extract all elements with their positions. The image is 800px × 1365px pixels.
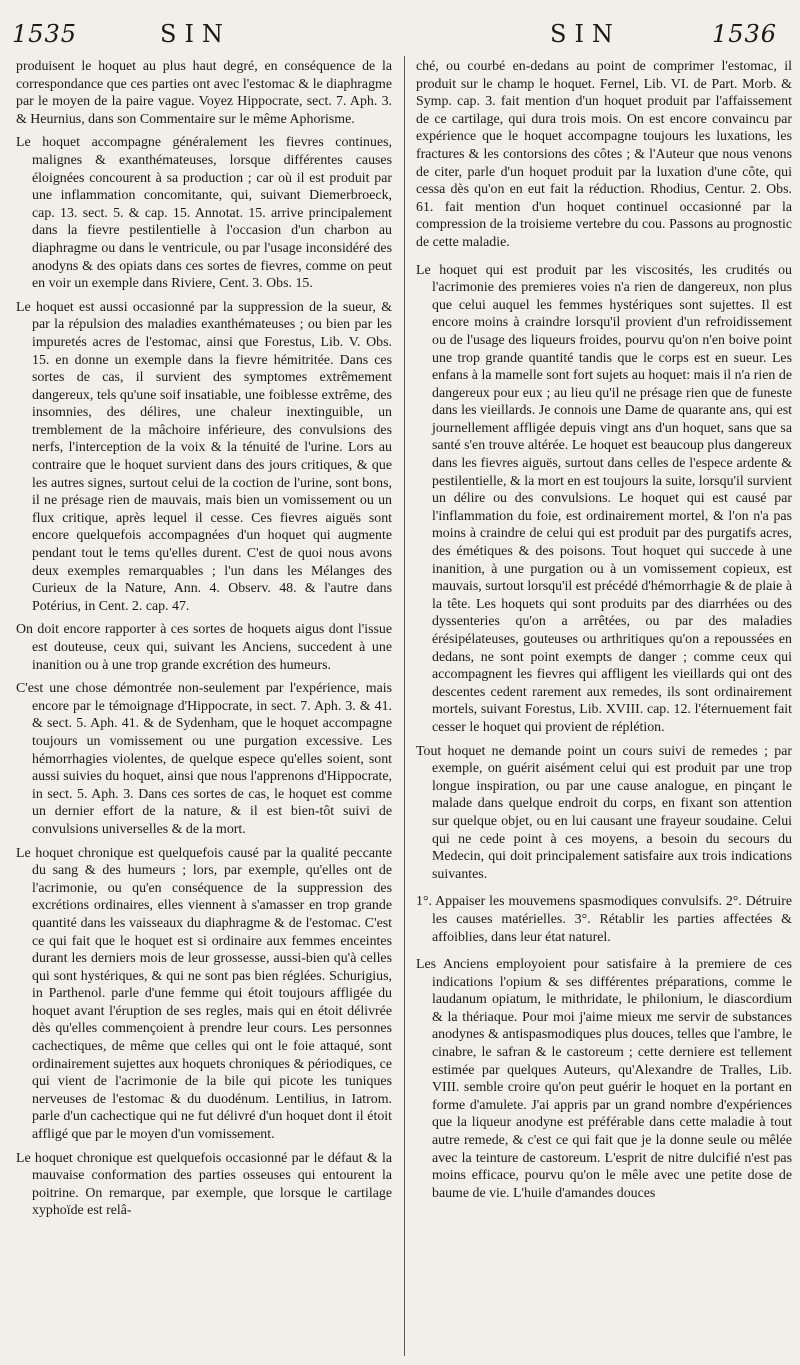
paragraph: Le hoquet chronique est quelquefois causé par la qualité peccante du sang & des humeurs ; lors, par exemple, qu'elles ont de l'acrimonie, ou qu'en conséquence de la suppression des excrétions ordinaires, elles viennent à s'amasser en trop grande quantité dans les vaisseaux du diaphragme & de l'estomac. C'est ce qui fait que le hoquet est si ordinaire aux femmes enceintes durant les derniers mois de leur grossesse, aussi-bien qu'à celles qui sont hystériques, & qui ne sont pas bien réglées. Schurigius, in Parthenol. parle d'une femme qui étoit toujours affligée du hoquet avant l'éruption de ses regles, mais qui en étoit délivrée dès qu'elles commençoient à prendre leur cours. Les personnes cachectiques, de même que celles qui ont le foie attaqué, sont ordinairement sujettes aux hoquets chroniques & périodiques, ce qui vient de l'acrimonie de la bile qui picote les tuniques nerveuses de l'estomac & du duodénum. Lentilius, in Iatrom. parle d'un cachectique qui ne fut délivré d'un hoquet dont il étoit affligé que par le moyen d'un vomissement. <box>16 845 392 1143</box>
paragraph: ché, ou courbé en-dedans au point de comprimer l'estomac, il produit sur le champ le hoquet. Fernel, Lib. VI. de Part. Morb. & Symp. cap. 3. fait mention d'un hoquet produit par l'affaissement de ce cartilage, qui dura trois mois. On est encore convaincu par expérience que le hoquet accompagne toujours les luxations, les fractures & les contorsions des côtes ; & l'Auteur que nous venons de citer, parle d'un hoquet produit par la luxation d'une côte, qui cessa dès qu'on en eut fait la réduction. Rhodius, Centur. 2. Obs. 61. fait mention d'un hoquet continuel occasionné par la compression de la troisieme vertebre du cou. Passons au prognostic de cette maladie. <box>416 59 792 250</box>
paragraph: produisent le hoquet au plus haut degré, en conséquence de la correspondance que ces parties ont avec l'estomac & le diaphragme par le moyen de la paire vague. Voyez Hippocrate, sect. 7. Aph. 3. & Heurnius, dans son Commentaire sur le même Aphorisme. <box>16 59 392 127</box>
paragraph: Le hoquet qui est produit par les viscosités, les crudités ou l'acrimonie des premieres voies n'a rien de dangereux, non plus que celui auquel les femmes hystériques sont sujettes. Il est encore moins à craindre lorsqu'il provient d'un refroidissement ou de l'usage des liqueurs froides, pourvu qu'on n'en boive point une trop grande quantité tandis que le corps est en sueur. Les enfans à la mamelle sont fort sujets au hoquet: mais il n'a rien de dangereux pour eux ; au lieu qu'il ne présage rien que de funeste dans les vieillards. Je connois une Dame de quarante ans, qui est journellement affligée depuis vingt ans d'un hoquet, sans que sa santé s'en trouve altérée. Le hoquet est beaucoup plus dangereux dans les fievres aiguës, surtout dans celles de l'espece ardente & pestilentielle, & la mort en est toujours la suite, lorsqu'il survient un délire ou des convulsions. Le hoquet qui est causé par l'inflammation du foie, est ordinairement mortel, & l'on n'a pas moins à craindre de celui qui est produit par des purgatifs acres, des émétiques & des poisons. Tout hoquet qui succede à une inanition, à une purgation ou à un vomissement copieux, est mauvais, surtout lorsqu'il est précédé d'hémorrhagie & de plaie à la tête. Les hoquets qui sont produits par des diarrhées ou des dyssenteries qu'on a arrêtées, ou par des maladies érésipélateuses, gouteuses ou arthritiques qu'on a repoussées en dedans, ne sont point exempts de danger ; comme ceux qui accompagnent les fievres qui affligent les vieillards qui ont des descentes cedent rarement aux remedes, ils sont ordinairement mortels, suivant Forestus, Lib. XVIII. cap. 12. l'éternuement fait cesser le hoquet qui provient de réplétion. <box>416 262 792 735</box>
paragraph: Tout hoquet ne demande point un cours suivi de remedes ; par exemple, on guérit aisément celui qui est produit par une trop longue inspiration, ou par une cause analogue, en pinçant le malade dans quelque endroit du corps, en fixant son attention sur quelque objet, ou en lui causant une frayeur soudaine. Celui qui ne cede point à ces moyens, a besoin du secours du Medecin, qui doit principalement satisfaire aux trois indications suivantes. <box>416 743 792 882</box>
right-column <box>416 58 792 1358</box>
paragraph: Le hoquet chronique est quelquefois occasionné par le défaut & la mauvaise conformation des parties osseuses qui entourent la poitrine. On remarque, par exemple, que lorsque le cartilage xyphoïde est relâ- <box>16 1150 392 1219</box>
paragraph: C'est une chose démontrée non-seulement par l'expérience, mais encore par le témoignage d'Hippocrate, in sect. 7. Aph. 3. & 41. & sect. 5. Aph. 41. & de Sydenham, que le hoquet accompagne toujours un vomissement ou une purgation excessive. Les hémorrhagies violentes, de quelque espece qu'elles soient, sont aussi suivies du hoquet, ainsi que nous l'apprenons d'Hippocrate, in sect. 5. Aph. 3. Dans ces sortes de cas, le hoquet est comme un dernier effort de la nature, & il est bien-tôt suivi de convulsions universelles & de la mort. <box>16 681 392 837</box>
left-column <box>16 58 392 1358</box>
column-divider <box>404 56 405 1356</box>
left-page-number: 1535 <box>12 20 78 48</box>
paragraph: On doit encore rapporter à ces sortes de hoquets aigus dont l'issue est douteuse, ceux qui, suivant les Anciens, succedent à une inanition ou à une trop grande excrétion des humeurs. <box>16 622 392 673</box>
left-running-title: SIN <box>160 20 231 48</box>
right-page-number: 1536 <box>712 20 778 48</box>
paragraph: Les Anciens employoient pour satisfaire à la premiere de ces indications l'opium & ses différentes préparations, comme le laudanum opiatum, le mithridate, le philonium, le diascordium & la thériaque. Pour moi j'aime mieux me servir de substances anodynes & antispasmodiques plus douces, telles que l'ambre, le cinabre, le safran & le castoreum ; cette derniere est tellement estimée par quelques Auteurs, qu'Alexandre de Tralles, Lib. VIII. semble croire qu'on peut guérir le hoquet en la portant en forme d'amulete. J'ai appris par un grand nombre d'expériences que la liqueur anodyne est préférable dans cette maladie à tout autre remede, & c'est ce qui fait que je la donne seule ou mêlée avec la teinture de castoreum. L'esprit de nitre dulcifié n'est pas moins efficace, pourvu qu'on le mêle avec une petite dose de baume de vie. L'huile d'amandes douces <box>416 957 792 1201</box>
paragraph: 1°. Appaiser les mouvemens spasmodiques convulsifs. 2°. Détruire les causes matérielles. 3°. Rétablir les parties affectées & affoiblies, dans leur état naturel. <box>416 894 792 945</box>
paragraph: Le hoquet accompagne généralement les fievres continues, malignes & exanthémateuses, lorsque différentes causes éloignées concourent à sa production ; car où il est produit par une inflammation concomitante, qui, suivant Diemerbroeck, cap. 13. sect. 5. & cap. 15. Annotat. 15. arrive principalement dans la fievre pestilentielle à l'occasion d'un charbon au diaphragme ou dans le ventricule, ou par l'usage inconsidéré des anodyns & des opiats dans ces sortes de fievres, comme on peut en voir un exemple dans Riviere, Cent. 3. Obs. 15. <box>16 135 392 292</box>
paragraph: Le hoquet est aussi occasionné par la suppression de la sueur, & par la répulsion des maladies exanthémateuses ; ou bien par les impuretés acres de l'estomac, ainsi que Forestus, Lib. V. Obs. 15. en donne un exemple dans la fievre hémitritée. Dans ces sortes de cas, il survient des symptomes extrêmement dangereux, tels qu'une soif insatiable, une foiblesse extrême, des insomnies, des délires, une chaleur inextinguible, un tremblement de la mâchoire inférieure, des convulsions des nerfs, l'interception de la voix & la ténuité de l'urine. Lors au contraire que le hoquet survient dans des jours critiques, & que les autres signes, surtout celui de la coction de l'urine, sont bons, il ne présage rien de mauvais, mais bien un vomissement ou un flux critique, après lequel il cesse. Ces fievres aiguës sont encore quelquefois accompagnées d'un hoquet qui augmente pendant tout le tems qu'elles durent. C'est de quoi nous avons deux exemples remarquables ; l'un dans les Mélanges des Curieux de la Nature, Ann. 4. Observ. 48. & l'autre dans Potérius, in Cent. 2. cap. 47. <box>16 299 392 614</box>
right-running-title: SIN <box>550 20 621 48</box>
